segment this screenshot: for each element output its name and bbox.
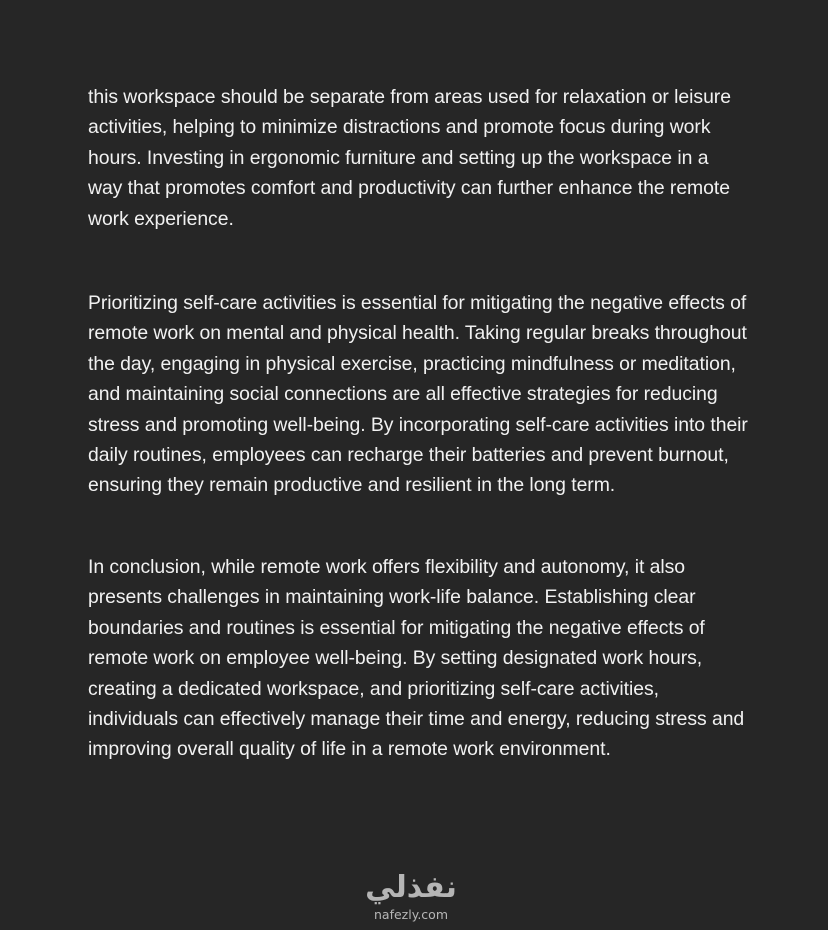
watermark-arabic-text: نفذلي xyxy=(365,870,457,905)
watermark-domain-text: nafezly.com xyxy=(374,907,448,922)
paragraph-conclusion: In conclusion, while remote work offers flexibility and autonomy, it also presents challenges in maintaining work-life balance. Establishing clear boundaries and routines is essential for mitigating the negative effects of remote work on employee well-being. By setting designated work hours, creating a dedicated workspace, and prioritizing self-care activities, individuals can effectively manage their time and energy, reducing stress and improving overall quality of life in a remote work environment. xyxy=(88,555,745,761)
document-page xyxy=(88,80,748,765)
paragraph-workspace: this workspace should be separate from areas used for relaxation or leisure activities, helping to minimize distractions and promote focus during work hours. Investing in ergonomic furniture and setting up the workspace in a way that promotes comfort and productivity can further enhance the remote work experience. xyxy=(88,86,731,230)
watermark-logo xyxy=(356,870,466,930)
paragraph-self-care: Prioritizing self-care activities is essential for mitigating the negative effects of remote work on mental and physical health. Taking regular breaks throughout the day, engaging in physical exercise, practicing mindfulness or meditation, and maintaining social connections are all effective strategies for reducing stress and promoting well-being. By incorporating self-care activities into their daily routines, employees can recharge their batteries and prevent burnout, ensuring they remain productive and resilient in the long term. xyxy=(88,292,748,497)
